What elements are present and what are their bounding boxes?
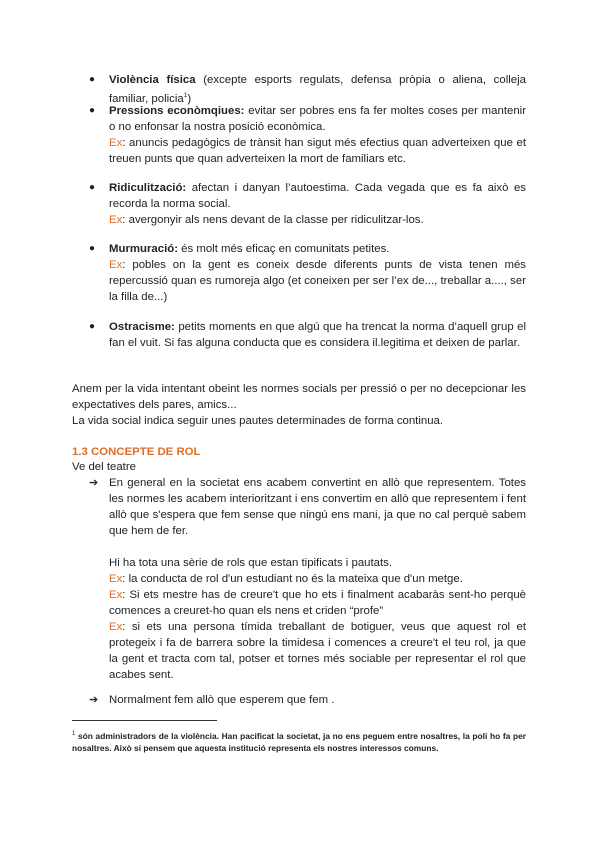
list-item — [80, 319, 526, 351]
bullet-icon: ● — [89, 321, 96, 332]
example-label: Ex — [109, 137, 123, 149]
example-text: : anuncis pedagògics de trànsit han sigut més efectius quan adverteixen que et treuen punts que quan adverteixen la mort de familiars etc. — [109, 137, 526, 165]
item-title: Ostracisme: — [109, 321, 175, 333]
paragraph-text-2: La vida social indica seguir unes pautes determinades de forma continua. — [72, 415, 444, 427]
arrow-text: Normalment fem allò que esperem que fem . — [109, 694, 335, 706]
example-label: Ex — [109, 589, 123, 601]
item-text: (excepte esports regulats, defensa pròpia o aliena, colleja familiar, policia — [109, 74, 526, 105]
list-item — [80, 72, 526, 107]
example-label: Ex — [109, 214, 123, 226]
item-text: evitar ser pobres ens fa fer moltes coses per mantenir o no enfonsar la nostra posició econòmica. — [109, 105, 526, 133]
subheading: Ve del teatre — [72, 461, 136, 473]
arrow-list-item — [80, 475, 526, 683]
bullet-icon: ● — [89, 243, 96, 254]
item-title: Ridiculització: — [109, 182, 187, 194]
example-text: : la conducta de rol d'un estudiant no és la mateixa que d'un metge. — [122, 573, 463, 585]
arrow-icon: ➔ — [89, 477, 99, 489]
arrow-list-item — [80, 692, 526, 708]
example-label: Ex — [109, 621, 123, 633]
bullet-icon: ● — [89, 105, 96, 116]
footnote-ref[interactable]: 1 — [183, 92, 188, 99]
item-text: és molt més eficaç en comunitats petites. — [177, 243, 390, 255]
example-text: : Si ets mestre has de creure't que ho ets i finalment acabaràs sent-ho perquè comences a creuret-ho quan els nens et criden “profe” — [109, 589, 526, 617]
item-title: Murmuració: — [109, 243, 178, 255]
section-heading: 1.3 CONCEPTE DE ROL — [72, 446, 201, 458]
footnote-divider — [72, 720, 217, 721]
example-text: : avergonyir als nens devant de la classe per ridiculitzar-los. — [122, 214, 424, 226]
example-label: Ex — [109, 259, 123, 271]
example-text: : si ets una persona tímida treballant de botiguer, veus que aquest rol et protegeix i fa de barrera sobre la timidesa i comences a creure't el teu rol, ja que la gent et tracta com tal, potser et tornes més sociable per representar el rol que acabes sent. — [109, 621, 526, 681]
example-label: Ex — [109, 573, 123, 585]
list-item — [80, 180, 526, 228]
bullet-icon: ● — [89, 182, 96, 193]
example-text: : pobles on la gent es coneix desde diferents punts de vista tenen més repercussió quan es rumoreja algo (et coneixen per ser l’ex de..., treballar a...., ser la filla de...) — [109, 259, 526, 303]
arrow-icon: ➔ — [89, 694, 99, 706]
arrow-paragraph: En general en la societat ens acabem convertint en allò que representem. Totes les normes les acabem interioritzant i ens convertim en allò que representem i fent allò que s'espera que fem sense que ningú ens mani, ja que no cal perquè sabem que hem de fer. — [109, 477, 526, 537]
item-text-end: ) — [187, 92, 192, 105]
item-title: Violència física — [109, 74, 196, 86]
footnote — [72, 728, 526, 754]
arrow-paragraph: Hi ha tota una sèrie de rols que estan tipificats i pautats. — [109, 557, 393, 569]
list-item — [80, 241, 526, 305]
item-text: petits moments en que algú que ha trencat la norma d’aquell grup el fan el vuit. Si fas alguna conducta que es considera il.legitima et deixen de parlar. — [109, 321, 526, 349]
paragraph-text-1: Anem per la vida intentant obeint les normes socials per pressió o per no decepcionar les expectatives dels pares, amics... — [72, 383, 526, 411]
item-title: Pressions econòmqiues: — [109, 105, 245, 117]
item-text: afectan i danyan l’autoestima. Cada vegada que es fa això es recorda la norma social. — [109, 182, 526, 210]
bullet-icon: ● — [89, 74, 96, 85]
footnote-text: són administradors de la violència. Han pacificat la societat, ja no ens peguem entre nosaltres, la poli ho fa per nosaltres. Això si pensem que aquesta institució representa els nostres interessos comuns. — [72, 730, 526, 753]
paragraph — [72, 381, 526, 429]
list-item — [80, 103, 526, 167]
footnote-number: 1 — [72, 731, 76, 737]
